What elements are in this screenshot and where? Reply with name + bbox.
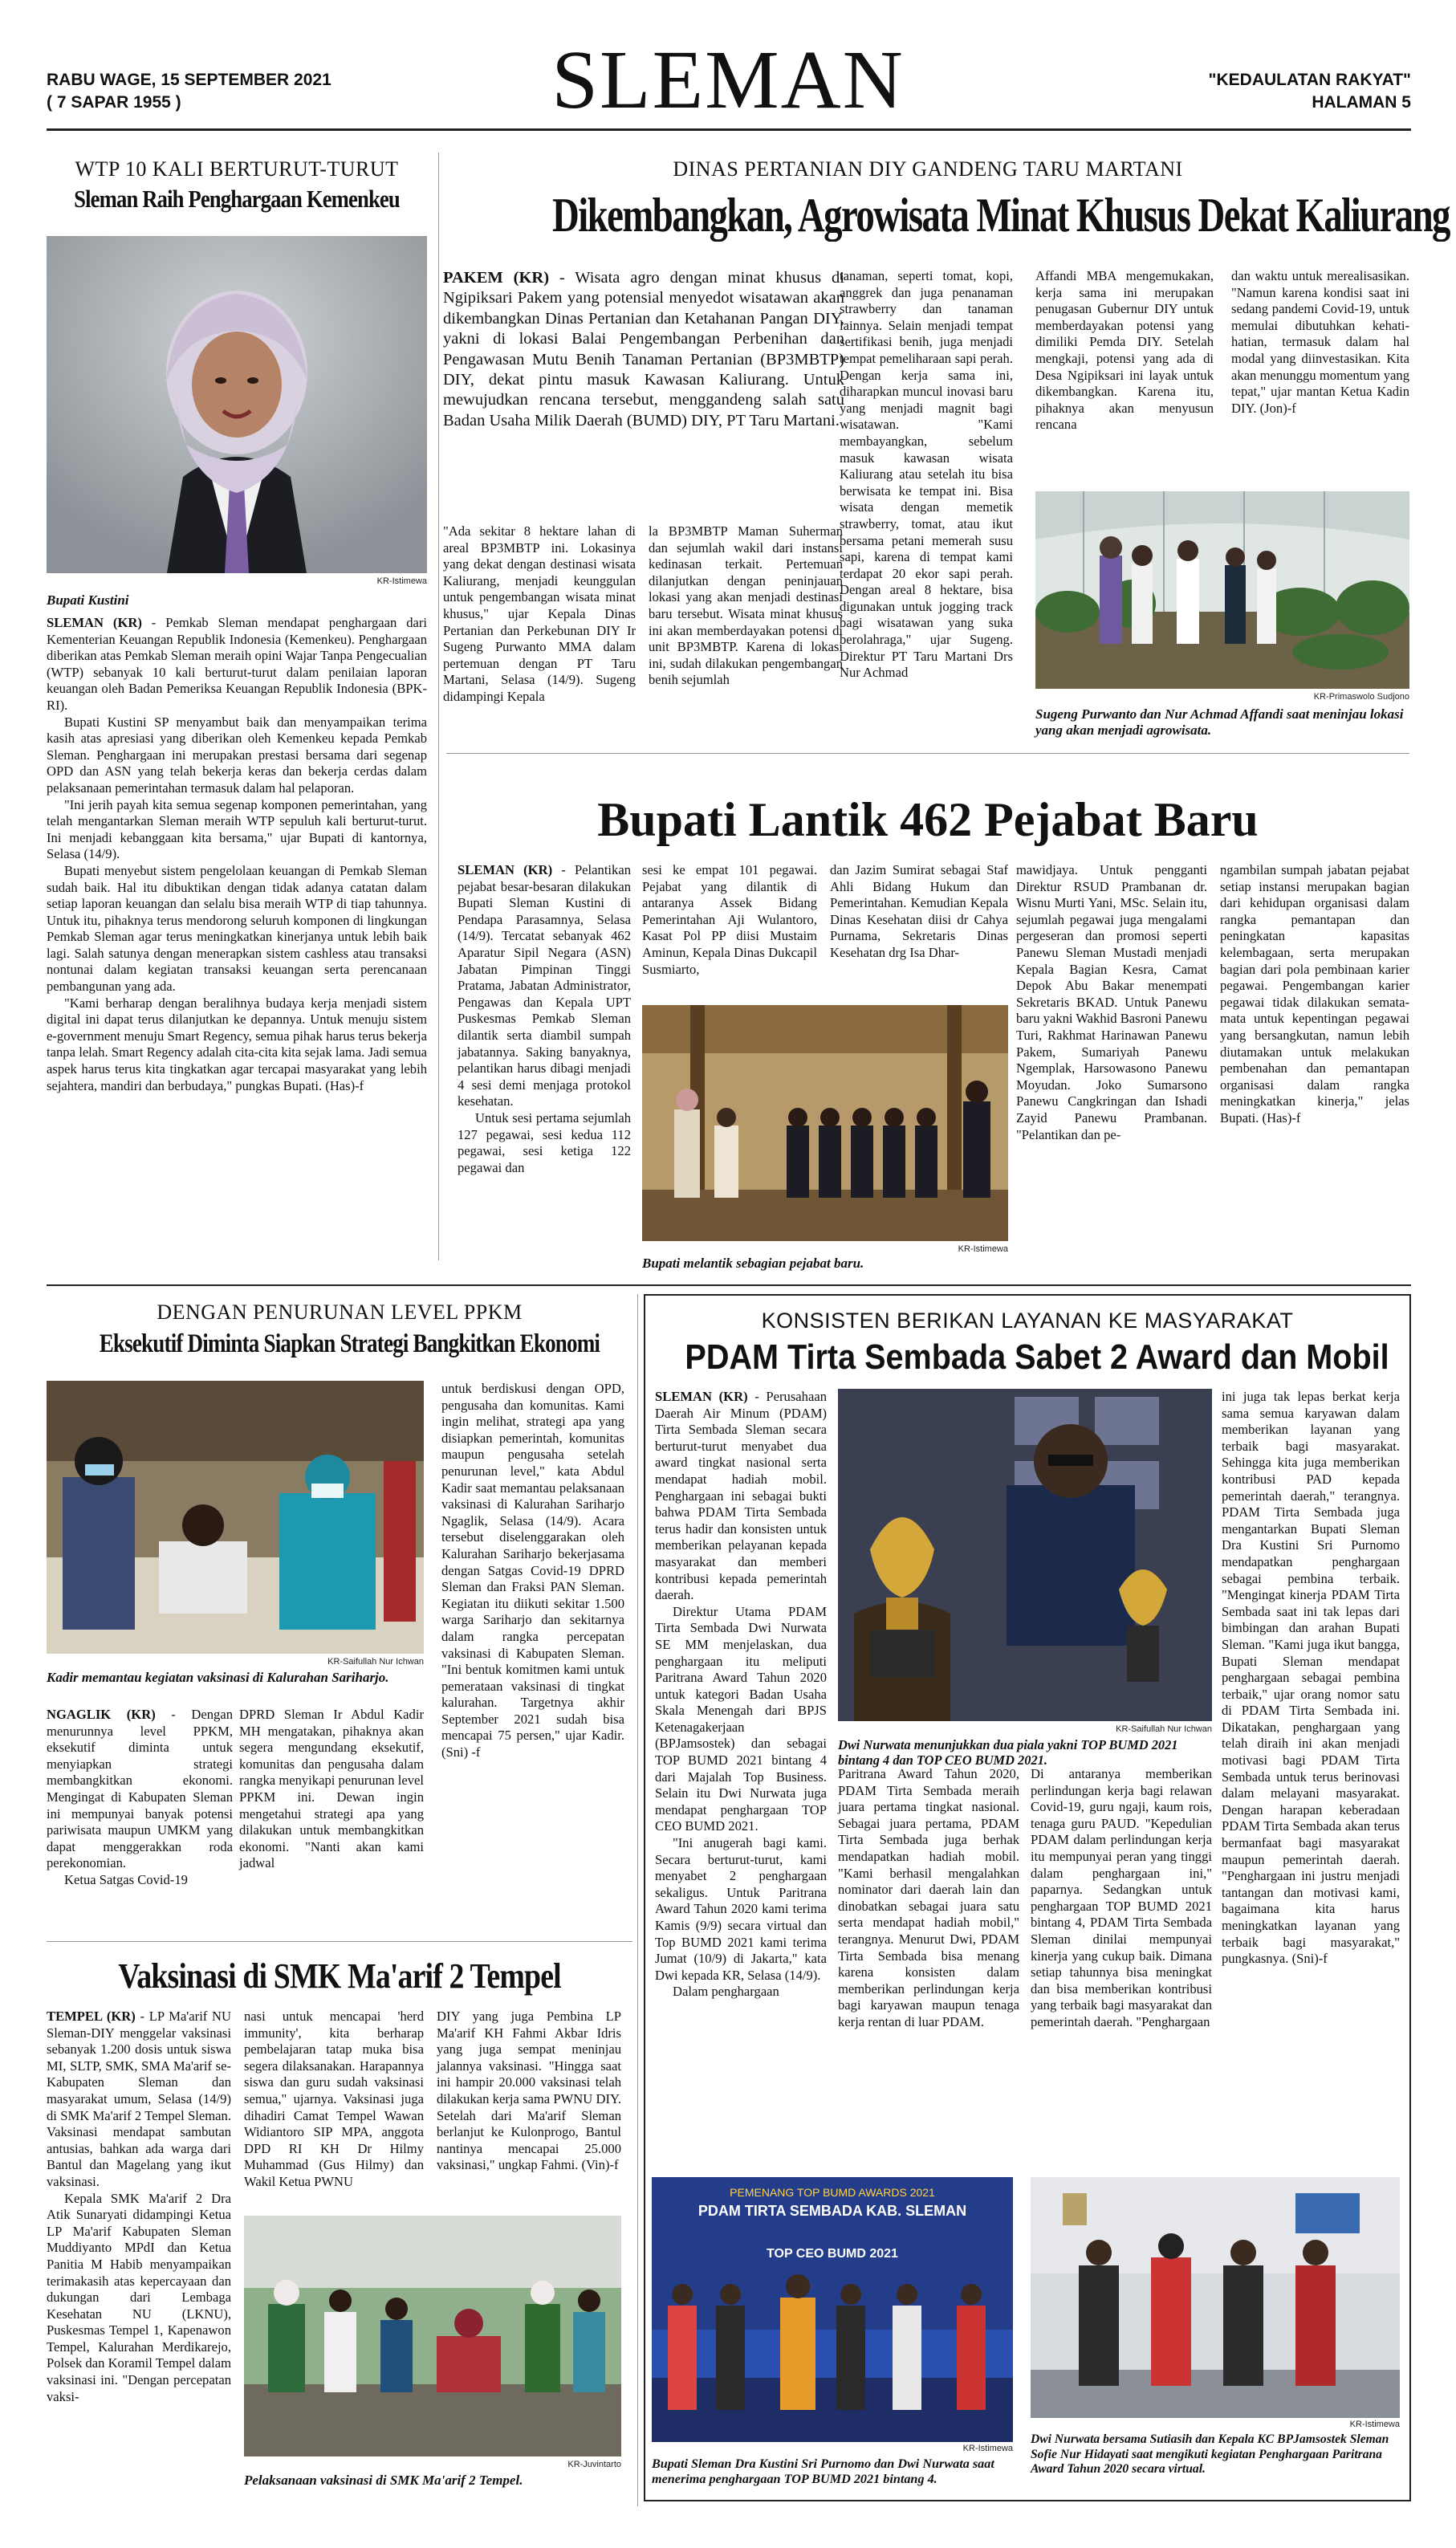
lantik-top-rule [446,753,1409,754]
pelantikan-image [642,1005,1008,1241]
lantik-col-b: sesi ke empat 101 pegawai. Pejabat yang dilantik di antaranya Assek Bidang Pemerintahan Aji Wulantoro, Kasat Pol PP diisi Mustaim Aminun, Kepala Dinas Dukcapil Susmiarto, [642,862,817,977]
ekonomi-divider [47,1941,632,1942]
pdam-headline: PDAM Tirta Sembada Sabet 2 Award dan Mobil [685,1337,1389,1377]
pdam-photo-1-credit: KR-Saifullah Nur Ichwan [1116,1724,1212,1734]
vaksin-caption: Pelaksanaan vaksinasi di SMK Ma'arif 2 Tempel. [244,2473,523,2488]
agro-caption: Sugeng Purwanto dan Nur Achmad Affandi saat meninjau lokasi yang akan menjadi agrowisata. [1035,706,1404,738]
pdam-kicker: KONSISTEN BERIKAN LAYANAN KE MASYARAKAT [761,1309,1294,1333]
masthead-publication: "KEDAULATAN RAKYAT" [1208,71,1411,89]
wtp-photo-credit: KR-Istimewa [376,576,427,586]
ekonomi-photo-credit: KR-Saifullah Nur Ichwan [327,1657,424,1667]
masthead-rule [47,128,1411,131]
vaksin-photo [244,2216,621,2456]
agro-col-a: "Ada sekitar 8 hektare lahan di areal BP3MBTP ini. Lokasinya yang dekat dengan destinasi wisata Kaliurang, menjadi keunggulan untuk pengembangan wisata minat khusus," ujar Kepala Dinas Pertanian dan Perkebunan DIY Ir Sugeng Purwanto MMA dalam pertemuan dengan PT Taru Martani, Selasa (14/9). Sugeng didampingi Kepala [443,523,636,704]
pdam-col-b: Paritrana Award Tahun 2020, PDAM Tirta Sembada meraih juara pertama tingkat nasional. Sebagai juara pertama, PDAM Tirta Sembada juga berhak mendapatkan hadiah mobil. "Kami berhasil mengalahkan nominator dari daerah lain dan dinobatkan sebagai juara satu serta mendapat hadiah mobil," terangnya. Menurut Dwi, PDAM Tirta Sembada bisa menang karena konsisten dalam memberikan perlindungan kerja bagi karyawan maupun tenaga kerja rentan di luar PDAM. [838,1766,1019,2029]
pdam-photo-2 [652,2177,1013,2442]
paritrana-award-image [1031,2177,1400,2418]
vaksin-headline: Vaksinasi di SMK Ma'arif 2 Tempel [118,1956,561,1996]
pdam-caption-3: Dwi Nurwata bersama Sutiasih dan Kepala KC BPJamsostek Sleman Sofie Nur Hidayati saat mengikuti kegiatan Penghargaan Paritrana Award Tahun 2020 secara virtual. [1031,2432,1389,2477]
wtp-body [47,615,427,1094]
agro-kicker: DINAS PERTANIAN DIY GANDENG TARU MARTANI [673,157,1183,181]
wtp-caption: Bupati Kustini [47,592,129,608]
masthead-date-hijri: ( 7 SAPAR 1955 ) [47,93,181,112]
agro-photo [1035,491,1409,689]
vaksinasi-kalurahan-image [47,1381,424,1654]
banner-line1: PEMENANG TOP BUMD AWARDS 2021 [730,2186,935,2199]
pdam-photo-3 [1031,2177,1400,2418]
mid-rule [47,1284,1411,1286]
column-divider [438,153,439,1260]
column-divider-2 [637,1294,638,2506]
pdam-caption-1: Dwi Nurwata menunjukkan dua piala yakni TOP BUMD 2021 bintang 4 dan TOP CEO BUMD 2021. [838,1737,1178,1768]
ekonomi-col-b: DPRD Sleman Ir Abdul Kadir MH mengatakan, pihaknya akan segera mengundang eksekutif, komunitas dan pengusaha dalam rangka menyikapi penurunan level PPKM ini. Dewan ingin mengetahui strategi apa yang dilakukan untuk membangkitkan ekonomi. "Nanti akan kami jadwal [239,1707,424,1871]
vaksin-col-b: nasi untuk mencapai 'herd immunity', kita berharap pembelajaran tatap muka bisa segera dilaksanakan. Harapannya siswa dan guru sudah vaksinasi semua," ujarnya. Vaksinasi juga dihadiri Camat Tempel Wawan Widiantoro SIP MPA, anggota DPD RI KH Dr Hilmy Muhammad (Gus Hilmy) dan Wakil Ketua PWNU [244,2009,424,2189]
pdam-photo-1 [838,1389,1212,1721]
agro-col-b: la BP3MBTP Maman Suherman dan sejumlah wakil dari instansi kedinasan terkait. Pertemuan dilanjutkan dengan peninjauan lokasi yang akan menjadi destinasi baru tersebut. Wisata minat khusus ini akan memberdayakan potensi di unit BP3MBTP. Karena di lokasi ini, sudah dilakukan pengembangan benih sejumlah [649,523,843,688]
wtp-headline: Sleman Raih Penghargaan Kemenkeu [74,185,400,213]
agro-lead: PAKEM (KR) - Wisata agro dengan minat khusus di Ngipiksari Pakem yang potensial menyedot wisatawan akan dikembangkan Dinas Pertanian dan Ketahanan Pangan DIY, yakni di lokasi Balai Pengembangan Perbenihan dan Pengawasan Mutu Benih Tanaman Pertanian (BP3MBTP) DIY, dekat pintu masuk Kawasan Kaliurang. Untuk mewujudkan rencana tersebut, menggandeng salah satu Badan Usaha Milik Daerah (BUMD) DIY, PT Taru Martani. [443,269,844,429]
agro-col-c: tanaman, seperti tomat, kopi, anggrek dan juga penanaman strawberry dan tanaman lainnya. Selain menjadi tempat sertifikasi benih, juga menjadi tempat pemeliharaan sapi perah. Dengan kerja sama ini, diharapkan muncul inovasi baru yang menjadi magnit bagi wisatawan. "Kami membayangkan, sebelum masuk kawasan wisata Kaliurang atau setelah itu bisa berwisata ke tempat ini. Bisa wisata dengan memetik strawberry, tomat, atau ikut bersama petani memerah susu sapi, karena di tempat kami terdapat 20 ekor sapi perah. Dengan areal 8 hektare, bisa digunakan untuk jogging track bagi wisatawan yang suka berolahraga," ujar Sugeng. Direktur PT Taru Martani Drs Nur Achmad [840,268,1013,681]
agro-headline: Dikembangkan, Agrowisata Minat Khusus Dekat Kaliurang [552,189,1450,242]
pdam-col-c: Di antaranya memberikan perlindungan kerja bagi relawan Covid-19, guru ngaji, kaum rois, tenaga guru PAUD. "Kepedulian PDAM dalam perlindungan kerja itu mempunyai peran yang tinggi dalam penghargaan ini," paparnya. Sedangkan untuk penghargaan TOP BUMD 2021 bintang 4, PDAM Tirta Sembada Sleman dinilai mempunyai kinerja yang cukup baik. Dimana setiap tahunnya bisa meningkat dan bisa memberikan kontribusi yang terbaik bagi masyarakat dan pemerintah daerah. "Penghargaan [1031,1766,1212,2029]
vaksinasi-smk-image [244,2216,621,2456]
greenhouse-image [1035,491,1409,689]
ekonomi-col-a: NGAGLIK (KR) - Dengan menurunnya level PPKM, eksekutif diminta untuk menyiapkan strategi membangkitkan ekonomi. Mengingat di Kabupaten Sleman ini mempunyai banyak potensi pariwisata maupun UMKM yang dapat menggerakkan roda perekonomian. Ketua Satgas Covid-19 [47,1707,233,1887]
lantik-col-d: mawidjaya. Untuk pengganti Direktur RSUD Prambanan dr. Wisnu Murti Yani, MSc. Selain itu, sejumlah pegawai juga mengalami pergeseran dan promosi seperti Panewu Sleman Mustadi menjadi Kepala Bagian Kesra, Camat Depok Abu Bakar menempati Sekretaris BKAD. Untuk Panewu baru yakni Wakhid Basroni Panewu Turi, Rakhmat Harinawan Panewu Pakem, Sumariyah Panewu Ngemplak, Harsowasono Panewu Moyudan. Joko Sumarsono Panewu Cangkringan dan Ishadi Zayid Panewu Prambanan. "Pelantikan dan pe- [1016,862,1207,1142]
lantik-headline: Bupati Lantik 462 Pejabat Baru [597,793,1259,846]
top-bumd-award-image [652,2177,1013,2442]
pdam-col-a: SLEMAN (KR) - Perusahaan Daerah Air Minum (PDAM) Tirta Sembada Sleman secara berturut-turut menyabet dua award tingkat nasional serta mendapat hadiah mobil. Penghargaan ini sebagai bukti bahwa PDAM Tirta Sembada terus hadir dan konsisten untuk memberikan pelayanan kepada masyarakat dan memberi kontribusi kepada pemerintah daerah. Direktur Utama PDAM Tirta Sembada Dwi Nurwata SE MM menjelaskan, dua penghargaan itu meliputi Paritrana Award Tahun 2020 untuk kategori Badan Usaha Skala Menengah dari BPJS Ketenagakerjaan (BPJamsostek) dan sebagai TOP BUMD 2021 bintang 4 dari Majalah Top Business. Selain itu Dwi Nurwata juga mendapat penghargaan TOP CEO BUMD 2021. "Ini anugerah bagi kami. Secara berturut-turut, kami menyabet 2 penghargaan sekaligus. Untuk Paritrana Award Tahun 2020 kami terima Kamis (9/9) secara virtual dan Top BUMD 2021 kami terima Jumat (10/9) di Jakarta," kata Dwi kepada KR, Selasa (14/9). Dalam penghargaan [655,1389,827,2000]
vaksin-photo-credit: KR-Juvintarto [567,2460,621,2469]
pdam-photo-3-credit: KR-Istimewa [1349,2420,1400,2429]
ekonomi-caption: Kadir memantau kegiatan vaksinasi di Kalurahan Sariharjo. [47,1670,389,1685]
pdam-photo-2-credit: KR-Istimewa [962,2444,1013,2453]
ekonomi-kicker: DENGAN PENURUNAN LEVEL PPKM [157,1300,523,1324]
lantik-photo [642,1005,1008,1241]
banner-line3: TOP CEO BUMD 2021 [767,2247,898,2261]
lantik-col-c: dan Jazim Sumirat sebagai Staf Ahli Bidang Hukum dan Pemerintahan. Kemudian Kepala Dinas Kesehatan diisi dr Cahya Purnama, Sekretaris Dinas Kesehatan drg Isa Dhar- [830,862,1008,960]
lantik-caption: Bupati melantik sebagian pejabat baru. [642,1256,864,1271]
lantik-col-a: SLEMAN (KR) - Pelantikan pejabat besar-besaran dilakukan Bupati Sleman Kustini di Pendapa Parasamnya, Selasa (14/9). Tercatat sebanyak 462 Aparatur Sipil Negara (ASN) Jabatan Pimpinan Tinggi Pratama, Jabatan Administrator, Pengawas dan Kepala UPT Puskesmas Pemkab Sleman dilantik serta diambil sumpah jabatannya. Saking banyaknya, pelantikan harus dibagi menjadi 4 sesi demi menjaga protokol kesehatan. Untuk sesi pertama sejumlah 127 pegawai, sesi kedua 112 pegawai, sesi ketiga 122 pegawai dan [458,862,631,1175]
agro-col-e: dan waktu untuk merealisasikan. "Namun karena kondisi saat ini sedang pandemi Covid-19, untuk memulai dibutuhkan kehati-hatian, termasuk dalam hal modal yang diinvestasikan. Kita akan menunggu momentum yang tepat," ujar mantan Ketua Kadin DIY. (Jon)-f [1231,268,1409,416]
wtp-para: "Kami berharap dengan beralihnya budaya kerja menjadi sistem digital ini dapat terus dilanjutkan ke depannya. Untuk menuju sistem e-government menuju Smart Regency, semua pihak harus terus bekerja tanpa lelah. Smart Regency adalah cita-cita kita sejak lama. Jadi semua aspek harus terus kita tingkatkan agar tercapai masyarakat yang lebih sejahtera, mandiri dan berbudaya," pungkas Bupati. (Has)-f [47,995,427,1093]
ekonomi-col-c: untuk berdiskusi dengan OPD, pengusaha dan komunitas. Kami ingin melihat, strategi apa yang disiapkan pemerintah, komunitas maupun pengusaha setelah penurunan level," kata Abdul Kadir saat memantau pelaksanaan vaksinasi di Kalurahan Sariharjo Ngaglik, Selasa (14/9). Acara tersebut diselenggarakan oleh Kalurahan Sariharjo bekerjasama dengan Satgas Covid-19 DPRD Sleman dan Fraksi PAN Sleman. Kegiatan itu diikuti sekitar 1.500 warga Sariharjo dan sekitarnya dalam rangka percepatan vaksinasi di Kabupaten Sleman. "Ini bentuk komitmen kami untuk pemerataan vaksinasi di tingkat kalurahan. Targetnya akhir September 2021 sudah bisa mencapai 75 persen," ujar Kadir. (Sni) -f [441,1381,624,1760]
bupati-portrait-image [47,236,427,573]
wtp-para: "Ini jerih payah kita semua segenap komponen pemerintahan, yang telah mengantarkan Sleman meraih WTP sepuluh kali berturut-turut. Ini menjadi kebanggaan kita bersama," ujar Bupati di kantornya, Selasa (14/9). [47,796,427,862]
wtp-kicker: WTP 10 KALI BERTURUT-TURUT [75,157,399,181]
banner-line2: PDAM TIRTA SEMBADA KAB. SLEMAN [697,2203,967,2219]
vaksin-col-c: DIY yang juga Pembina LP Ma'arif KH Fahmi Akbar Idris yang juga sempat meninjau jalannya vaksinasi. "Hingga saat ini hampir 20.000 vaksinasi telah dilakukan kerja sama PWNU DIY. Setelah dari Ma'arif Sleman berlanjut ke Kulonprogo, Bantul nantinya mencapai 25.000 vaksinasi," ungkap Fahmi. (Vin)-f [437,2009,621,2173]
wtp-para: Bupati Kustini SP menyambut baik dan menyampaikan terima kasih atas apresiasi yang diberikan oleh Kemenkeu kepada Pemkab Sleman. Penghargaan ini merupakan prestasi bersama dari segenap OPD dan ASN yang telah bekerja keras dan bekerja cerdas dalam pelaksanaan pemerintahan termasuk dalam hal pelaporan. [47,714,427,796]
agro-col-d: Affandi MBA mengemukakan, kerja sama ini merupakan penugasan Gubernur DIY untuk memberdayakan potensi yang dimiliki Pemda DIY. Setelah mengkaji, potensi yang ada di Desa Ngipiksari ini layak untuk dikembangkan. Karena itu, pihaknya akan menyusun rencana [1035,268,1214,433]
agro-photo-credit: KR-Primaswolo Sudjono [1313,692,1409,702]
wtp-para: SLEMAN (KR) - Pemkab Sleman mendapat penghargaan dari Kementerian Keuangan Republik Indonesia (Kemenkeu). Penghargaan diberikan atas Pemkab Sleman meraih opini Wajar Tanpa Pengecualian (WTP) sebanyak 10 kali berturut-turut dalam penilaian laporan keuangan oleh Badan Pemeriksa Keuangan Republik Indonesia (BPK-RI). [47,615,427,713]
masthead-date: RABU WAGE, 15 SEPTEMBER 2021 [47,71,331,89]
pdam-col-d: ini juga tak lepas berkat kerja sama semua karyawan dalam memberikan layanan yang terbaik bagi masyarakat. Sehingga kita juga memberikan kontribusi PAD kepada pemerintah daerah," terangnya. PDAM Tirta Sembada juga mengantarkan Bupati Sleman Dra Kustini Sri Purnomo mendapatkan penghargaan sebagai pembina terbaik. "Mengingat kinerja PDAM Tirta Sembada saat ini tak lepas dari bimbingan dan arahan Bupati Sleman. "Kami juga ikut bangga, Bupati Sleman mendapat penghargaan sebagai pembina terbaik," ujar orang nomor satu di PDAM Tirta Sembada ini. Dikatakan, penghargaan yang telah diraih ini akan menjadi motivasi bagi PDAM Tirta Sembada untuk terus berinovasi dalam melayani masyarakat. Dengan harapan keberadaan PDAM Tirta Sembada akan terus bermanfaat bagi masyarakat maupun pemerintah daerah. "Penghargaan ini justru menjadi tantangan dan motivasi kami, bagaimana kita harus meningkatkan layanan yang terbaik bagi masyarakat," pungkasnya. (Sni)-f [1222,1389,1400,1967]
ekonomi-photo [47,1381,424,1654]
masthead-title: SLEMAN [551,34,905,126]
trophy-image [838,1389,1212,1721]
wtp-photo [47,236,427,573]
wtp-para: Bupati menyebut sistem pengelolaan keuangan di Pemkab Sleman sudah baik. Hal itu dibuktikan dengan tidak adanya catatan dalam setiap laporan keuangan dan selalu bisa meraih WTP di tiap tahunnya. Untuk itu, pihaknya terus mendorong seluruh komponen di lingkungan Pemkab Sleman agar terus meningkatkan kinerjanya untuk lebih baik lagi. Salah satunya dengan menerapkan sistem cashless atau transaksi nontunai dalam kegiatan transaksi keuangan serta perencanaan pembangunan yang ada. [47,862,427,995]
vaksin-col-a: TEMPEL (KR) - LP Ma'arif NU Sleman-DIY menggelar vaksinasi sebanyak 1.200 dosis untuk siswa MI, SLTP, SMK, SMA Ma'arif se-Kabupaten Sleman dan masyarakat umum, Selasa (14/9) di SMK Ma'arif 2 Tempel Sleman. Vaksinasi mendapat sambutan antusias, bahkan ada warga dari Bantul dan Magelang yang ikut vaksinasi. Kepala SMK Ma'arif 2 Dra Atik Sunaryati didampingi Ketua LP Ma'arif Kabupaten Sleman Muddiyanto MPdI dan Ketua Panitia M Habib menyampaikan terimakasih atas kepercayaan dan dukungan dari Lembaga Kesehatan NU (LKNU), Puskesmas Tempel 1, Kapenawon Tempel, Kalurahan Merdikarejo, Polsek dan Koramil Tempel dalam vaksinasi ini. "Dengan percepatan vaksi- [47,2009,231,2404]
ekonomi-headline: Eksekutif Diminta Siapkan Strategi Bangkitkan Ekonomi [99,1329,600,1358]
pdam-caption-2: Bupati Sleman Dra Kustini Sri Purnomo dan Dwi Nurwata saat menerima penghargaan TOP BUMD 2021 bintang 4. [652,2456,994,2486]
lantik-photo-credit: KR-Istimewa [958,1244,1008,1254]
lantik-col-e: ngambilan sumpah jabatan pejabat setiap instansi merupakan bagian dari kehidupan organisasi dalam rangka pemantapan dan peningkatan kapasitas kelembagaan, serta merupakan bagian dari pola pembinaan karier pegawai. Pengembangan karier pegawai tidak dilakukan semata-mata untuk kepentingan pegawai yang bersangkutan, namun lebih diutamakan untuk melakukan pembenahan dan pemantapan organisasi dalam rangka meningkatkan kinerja," jelas Bupati. (Has)-f [1220,862,1409,1125]
masthead-page: HALAMAN 5 [1312,93,1411,112]
